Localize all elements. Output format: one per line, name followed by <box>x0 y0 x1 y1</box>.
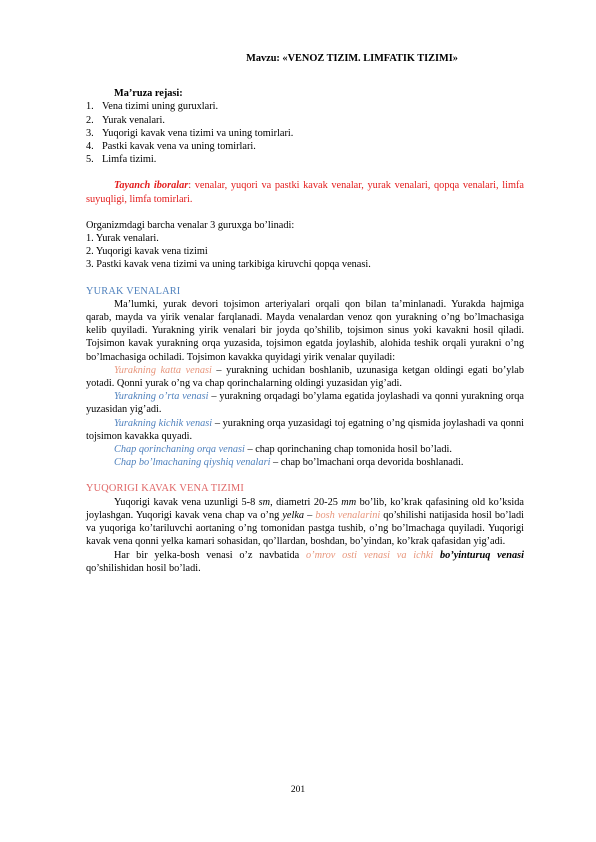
paragraph: Chap bo’lmachaning qiyshiq venalari – chap bo’lmachani orqa devorida boshlanadi. <box>114 457 464 469</box>
page-title: Mavzu: «VENOZ TIZIM. LIMFATIK TIZIMI» <box>246 53 458 64</box>
section-heading-yurak: YURAK VENALARI <box>86 285 181 297</box>
group-item: 3. Pastki kavak vena tizimi va uning tarkibiga kiruvchi qopqa venasi. <box>86 259 371 271</box>
keywords-text: : venalar, yuqori va pastki kavak venalar, yurak venalari, qopqa venalari, limfa suyuqligi, limfa tomirlari. <box>86 180 525 205</box>
paragraph: Yurakning o’rta venasi – yurakning orqadagi bo’ylama egatida joylashadi va qonni yurakning orqa yuzasidan yig’adi. <box>86 391 525 416</box>
paragraph: Har bir yelka-bosh venasi o’z navbatida o’mrov osti venasi va ichki bo’yinturuq venasi qo’shilishidan hosil bo’ladi. <box>86 549 524 574</box>
section-heading-yuqorigi: YUQORIGI KAVAK VENA TIZIMI <box>86 483 245 495</box>
list-item: 2. Yurak venalari. <box>86 114 165 126</box>
paragraph: Yurakning kichik venasi – yurakning orqa yuzasidagi toj egatning o’ng qismida joylashadi va qonni tojsimon kavakka quyadi. <box>86 417 524 442</box>
page-number: 201 <box>290 785 306 795</box>
keywords-paragraph <box>86 179 524 205</box>
paragraph: Yuqorigi kavak vena uzunligi 5-8 sm, diametri 20-25 mm bo’lib, ko’krak qafasining old ko’ksida joylashgan. Yuqorigi kavak vena chap va o’ng yelka – bosh venalarini qo’shilishi natijasida hosil bo’ladi va yuqoriga ko’tariluvchi aortaning o’ng tomonidan pastga tushib, o’ng bo’lmachaga quyiladi. Yuqorigi kavak vena qonni yelka kamari sohasidan, qo’llardan, boshdan, bo’yindan, ko’krak qafasidan yig’adi. <box>86 496 525 548</box>
keywords-heading: Tayanch iboralar <box>114 180 189 192</box>
plan-heading: Ma’ruza rejasi: <box>114 88 183 100</box>
plan-list <box>86 100 524 166</box>
document-page <box>86 52 524 575</box>
list-item: 4. Pastki kavak vena va uning tomirlari. <box>86 141 256 153</box>
list-item: 5. Limfa tizimi. <box>86 154 157 166</box>
group-item: 1. Yurak venalari. <box>86 233 159 245</box>
list-item: 1. Vena tizimi uning guruxlari. <box>86 101 219 113</box>
groups-intro: Organizmdagi barcha venalar 3 guruxga bo’linadi: <box>86 219 295 231</box>
paragraph: Chap qorinchaning orqa venasi – chap qorinchaning chap tomonida hosil bo’ladi. <box>114 444 452 456</box>
paragraph: Yurakning katta venasi – yurakning uchidan boshlanib, uzunasiga ketgan oldingi egati bo’ylab yotadi. Qonni yurak o’ng va chap qorinchalarning oldingi yuzasidan yig’adi. <box>86 364 524 390</box>
list-item: 3. Yuqorigi kavak vena tizimi va uning tomirlari. <box>86 127 294 139</box>
group-item: 2. Yuqorigi kavak vena tizimi <box>86 246 208 258</box>
paragraph: Ma’lumki, yurak devori tojsimon arteriyalari orqali qon bilan ta’minlanadi. Yurakda hajmiga qarab, mayda va yirik venalar farqlanadi. Mayda venalardan venoz qon yurakning o’ng bo’lmachasiga kelib quyiladi. Yurakning yirik venalari bir joyda qo’shilib, tojsimon sinus yoki kavakni hosil qiladi. Tojsimon kavak yurakning orqa yuzasida, tojsimon egatda joylashib, alohida teshik orqali yurakni o’ng bo’lmachasiga ochiladi. Tojsimon kavakka quyidagi yirik venalar quyiladi: <box>86 298 524 363</box>
